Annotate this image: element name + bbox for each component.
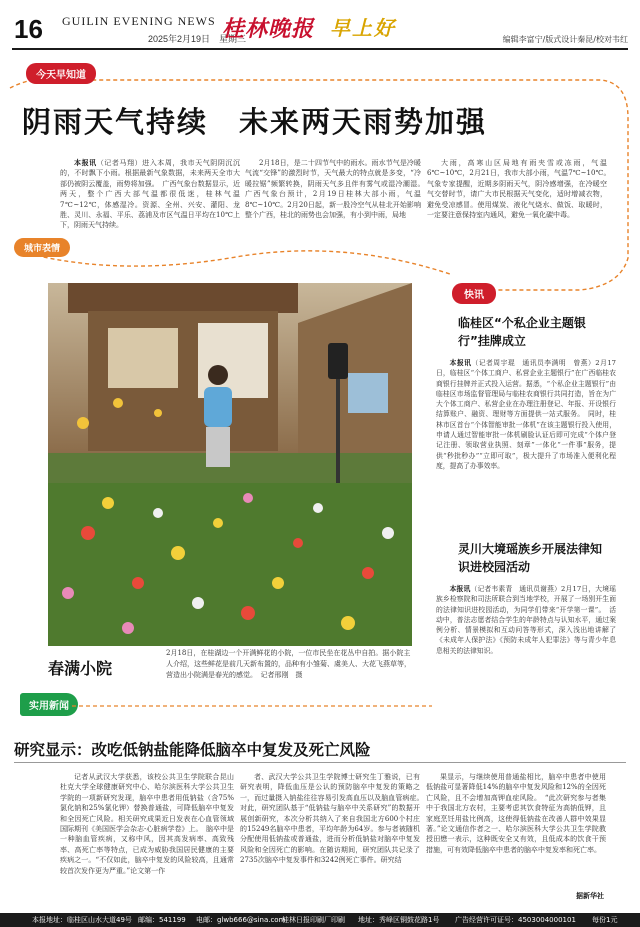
footer-price: 每份1元 <box>592 916 618 924</box>
story2-text: （记者韦素青 通讯员谢燕）2月17日，大境瑶族乡检察院和司法所联合到当地学校，开展了一场别开生面的法律知识进校园活动，为同学们带来“开学第一课”。 活动中，普法志愿者结合学生的年龄特点与认知水平，通过案例分析、情景模拟和互动问答等形式，深入浅出地讲解了《未成年人保护法》《预防未成年人犯罪法》等与青少年息息相关的法律知识。 <box>436 585 616 655</box>
photo-caption: 2月18日，在桂湖边一个开满鲜花的小院，一位市民坐在花丛中自拍。据小院主人介绍，这些鲜花是前几天新布置的，品种有小雏菊、虞美人、大花飞燕草等，营造出小院满是春光的感觉。 记者邢刚 摄 <box>166 649 411 679</box>
section-badge-news-flash: 快讯 <box>452 283 496 304</box>
paper-name-en: GUILIN EVENING NEWS <box>62 14 216 28</box>
weather-column-3: 大雨，高寒山区局地有雨夹雪或冻雨，气温6℃~10℃，2月21日，我市大部小雨，气温7℃~10℃。 气象专家提醒，近期多阴雨天气，阴冷感增强，在冷暖空气交替时节，请广大市民根据天气变化，适时增减衣物，避免受凉感冒。使用煤炭、液化气烧水、做饭、取暖时，一定要注意保持室内通风，避免一氧化碳中毒。 <box>427 159 614 220</box>
lead-tag: 本报讯 <box>449 585 471 593</box>
story2-headline: 灵川大境瑶族乡开展法律知识进校园活动 <box>458 542 603 574</box>
garden-photo <box>48 283 412 646</box>
header-rule <box>12 48 628 50</box>
page-number: 16 <box>14 14 43 44</box>
weather-column-2: 2月18日，是二十四节气中的雨水。雨水节气是冷暖气流“交锋”的激烈时节，天气最大的特点就是多变，“冷暖拉锯”频繁转换，阴雨天气多且伴有雾气或湿冷潮湿。 广西气象台预计，2月19日桂林大部小雨，气温8℃~10℃。2月20日起，新一股冷空气从桂北开始影响整个广西，桂北的雨势也会加强，有小到中雨，局地 <box>245 159 428 220</box>
source-credit: 据新华社 <box>576 892 604 900</box>
dashed-divider <box>72 700 432 712</box>
section-badge-city: 城市表情 <box>14 238 70 257</box>
research-column-3: 果显示，与继续使用普通盐相比，脑卒中患者中使用低钠盐可显著降低14%的脑卒中复发风险和12%的全因死亡风险，且不会增加高钾血症风险。 “此次研究参与者集中于我国北方农村，主要考虑其饮食特征为高钠低钾，且家庭烹饪用盐比例高，这使得低钠盐在改善人群中效果显著。”论文通信作者之一、哈尔滨医科大学公共卫生学院教授田懋一表示，这种既安全又有效，且低成本的饮食干预措施，可有效降低脑卒中患者的脑卒中复发率和死亡率。 <box>426 773 606 854</box>
footer-printer-address: 地址：秀峰区铜鼓花路1号 <box>358 916 440 924</box>
research-rule <box>14 762 626 763</box>
footer-postcode: 邮编：541199 <box>138 916 186 924</box>
footer-email: 电邮：glwb666@sina.com <box>196 916 286 924</box>
story1-body <box>436 358 616 536</box>
research-column-1: 记者从武汉大学获悉，该校公共卫生学院联合昆山杜克大学全球健康研究中心、哈尔滨医科大学公共卫生学院的一项新研究发现，脑卒中患者用低钠盐（含75%氯化钠和25%氯化钾）替换普通盐，可降低脑卒中复发和全因死亡风险。相关研究成果近日发表在心血管领域国际期刊《美国医学会杂志-心脏病学卷》上。 脑卒中是一种脑血管疾病，又称中风，因其高发病率、高致残率、高死亡率等特点，已成为威胁我国居民健康的主要疾病之一。“不仅如此，脑卒中复发的风险较高，且通常较首次发作更为严重。”论文第一作 <box>60 773 234 875</box>
story1-headline: 临桂区“个私企业主题银行”挂牌成立 <box>458 316 586 348</box>
lead-tag: 本报讯 <box>449 359 472 367</box>
headline-weather: 阴雨天气持续 未来两天雨势加强 <box>22 105 488 139</box>
footer-address: 本报地址：临桂区山水大道49号 <box>32 916 132 924</box>
section-name: 早上好 <box>330 16 396 40</box>
lead-tag: 本报讯 <box>74 158 97 167</box>
story2-body <box>436 584 616 712</box>
footer-printer: 桂林日报印刷厂印刷 <box>282 916 345 924</box>
section-badge-practical-news: 实用新闻 <box>20 693 78 716</box>
footer-bar <box>0 913 640 927</box>
weather-text-1: （记者马翔）进入本周，我市天气阴阴沉沉的，不时飘下小雨。根据最新气象数据，未来两天全市大部仍被阴云覆盖，雨势将加强。 广西气象台数据显示，近两天，整个广西大部气温都很低迷，桂林气温7℃~12℃，体感湿冷。资源、全州、兴安、灌阳、龙胜、灵川、永福、平乐、荔浦及市区气温日平均在10℃上下，阴雨天气持续。 <box>60 159 241 230</box>
photo-title: 春满小院 <box>48 659 113 678</box>
weather-column-1 <box>60 158 240 240</box>
editors-credit: 编辑李富宁/版式设计秦昆/校对韦红 <box>502 35 628 44</box>
headline-research: 研究显示：改吃低钠盐能降低脑卒中复发及死亡风险 <box>14 741 371 759</box>
issue-date: 2025年2月19日 星期三 <box>148 34 247 44</box>
story1-text: （记者周宇琨 通讯员李满明 曾燕）2月17日，临桂区“个体工商户、私营企业主题银行”在广西临桂农商银行挂牌并正式投入运营。据悉，“个私企业主题银行”由临桂区市场监督管理局与临桂农商银行共同打造，旨在为广大个体工商户、私营企业在办理注册登记、年报、开设银行结算账户、融资、理财等方面提供一站式服务。 同时，桂林市区首台“个体智能审批一体机”在该主题银行投入使用，申请人通过智能审批一体机刷脸认证后即可完成“个体户登记注册、领取营业执照、刻章”一体化“一件事”服务，提供“秒批秒办”“立即可取”，极大提升了市场准入便利化程度，提高了办事效率。 <box>436 359 616 470</box>
footer-license: 广告经营许可证号：4503004000101 <box>455 916 576 924</box>
research-column-2: 者、武汉大学公共卫生学院博士研究生丁雅说，已有研究表明，降低血压是公认的预防脑卒中复发的策略之一，而过量摄入钠盐往往容易引发高血压以及脑血管病症。 对此，研究团队基于“低钠盐与脑卒中关系研究”的数据开展创新研究，本次分析共纳入了来自我国北方600个村庄的15249名脑卒中患者，平均年龄为64岁。参与者被随机分配使用低钠盐或普通盐，进而分析低钠盐对脑卒中复发风险和全因死亡的影响。在随访期间，研究团队共记录了2735次脑卒中复发事件和3242例死亡事件。研究结 <box>240 773 427 865</box>
section-badge-today: 今天早知道 <box>26 63 96 84</box>
paper-name-cn: 桂林晚报 <box>222 16 315 42</box>
